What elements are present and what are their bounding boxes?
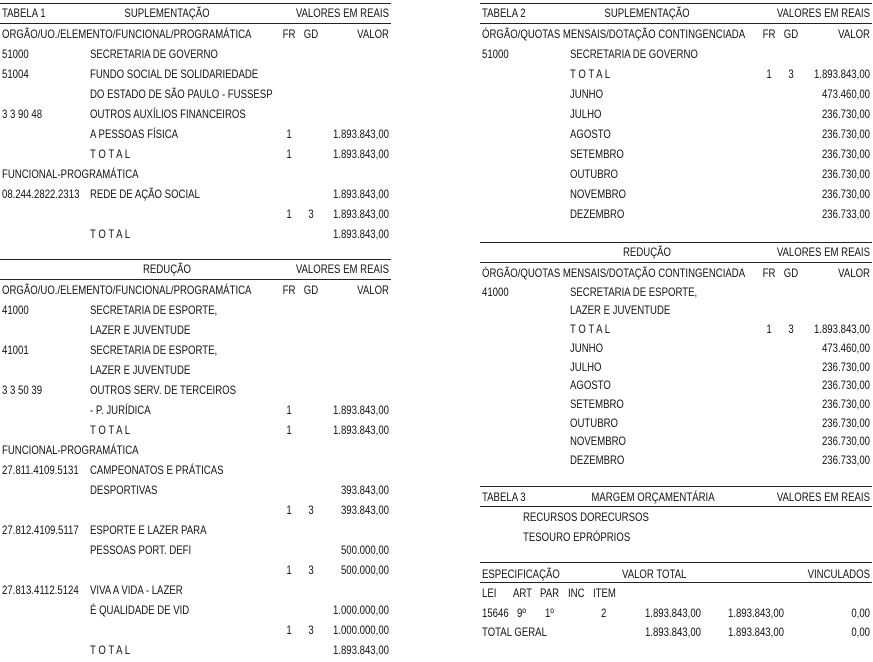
t1-row-valor [293, 84, 389, 104]
t2r-col-fr: FR [762, 266, 776, 280]
t3-row-lei: 15646 [482, 606, 509, 620]
t1-kind: SUPLEMENTAÇÃO [124, 6, 210, 20]
t1r-row-valor: 1.893.843,00 [332, 403, 389, 417]
t2-row-valor: 473.460,00 [821, 87, 870, 101]
t3-row-col2: 1.893.843,00 [727, 606, 784, 620]
t1-row-desc: A PESSOAS FÍSICA [90, 127, 179, 141]
t2-row-valor: 236.730,00 [821, 107, 870, 121]
t3-row-item: 2 [601, 606, 607, 620]
t2-row-valor [774, 44, 870, 64]
t1r-row-gd: 3 [308, 623, 314, 637]
t1-row-valor [293, 104, 389, 124]
t1r-row-desc: DESPORTIVAS [90, 483, 158, 497]
t1r-row-valor: 500.000,00 [340, 543, 389, 557]
t3-geral-vinc: 0,00 [851, 625, 870, 639]
t2r-row-valor: 236.730,00 [821, 434, 870, 449]
t2-row-valor: 236.730,00 [821, 187, 870, 201]
t3-esp: ESPECIFICAÇÃO [482, 567, 560, 581]
t2r-row-desc: DEZEMBRO [570, 453, 625, 467]
t3-geral-total: 1.893.843,00 [644, 625, 701, 639]
t2-row-desc: T O T A L [570, 67, 611, 81]
t1r-row-valor [293, 460, 389, 480]
t3-values-label: VALORES EM REAIS [776, 490, 870, 504]
t2r-row-valor [774, 300, 870, 320]
t1-row-valor: 1.893.843,00 [332, 147, 389, 161]
t2r-row-valor: 236.730,00 [821, 415, 870, 430]
t2r-row-desc: SECRETARIA DE ESPORTE, [570, 284, 698, 299]
t1r-row-valor [293, 300, 389, 320]
t1r-row-code: 27.812.4109.5117 [2, 523, 79, 537]
t2r-col-gd: GD [783, 266, 799, 280]
t1-col-gd: GD [303, 27, 319, 41]
t1r-row-code: 27.811.4109.5131 [2, 463, 79, 477]
t3-tesouro: TESOURO EPRÓPRIOS [523, 530, 631, 544]
t3-row-par: 1º [545, 606, 554, 620]
t1r-row-desc: CAMPEONATOS E PRÁTICAS [90, 463, 224, 477]
t1-col-fr: FR [282, 27, 296, 41]
t1r-row-valor [293, 520, 389, 540]
t3-row-total: 1.893.843,00 [644, 606, 701, 620]
t3-col-inc: INC [568, 586, 585, 600]
t2-row-desc: JUNHO [570, 87, 604, 101]
t1r-row-valor: 393.843,00 [340, 483, 389, 497]
t1-row-desc: FUNDO SOCIAL DE SOLIDARIEDADE [90, 67, 259, 81]
t2r-row-desc: LAZER E JUVENTUDE [570, 303, 671, 318]
t1-row-desc: T O T A L [90, 147, 131, 161]
t1-row-valor [293, 64, 389, 84]
t3-valor-total: VALOR TOTAL [622, 567, 687, 581]
t2-values-label: VALORES EM REAIS [776, 6, 870, 20]
t1-row-desc: DO ESTADO DE SÃO PAULO - FUSSESP [90, 87, 273, 101]
t2r-row-valor: 236.730,00 [821, 378, 870, 393]
t1r-row-gd: 3 [308, 503, 314, 517]
t1r-row-valor: 1.893.843,00 [332, 423, 389, 437]
t2-row-valor: 1.893.843,00 [813, 67, 870, 81]
t2-row-desc: NOVEMBRO [570, 187, 627, 201]
t2r-row-desc: SETEMBRO [570, 396, 624, 411]
t2r-row-desc: JUNHO [570, 340, 604, 355]
t2r-row-desc: NOVEMBRO [570, 434, 627, 449]
t2r-row-valor: 236.730,00 [821, 359, 870, 374]
t2-row-desc: AGOSTO [570, 127, 611, 141]
t1r-row-valor [293, 440, 389, 460]
t1r-row-desc: SECRETARIA DE ESPORTE, [90, 343, 218, 357]
t1-row-valor: 1.893.843,00 [332, 207, 389, 221]
t1r-row-valor: 1.000.000,00 [332, 623, 389, 637]
t1-row-desc [90, 204, 298, 224]
t1r-row-fr: 1 [286, 403, 292, 417]
t2r-row-valor: 236.730,00 [821, 396, 870, 411]
t1r-row-valor [293, 340, 389, 360]
t2-row-gd: 3 [788, 67, 794, 81]
t3-spec-rule [480, 562, 872, 563]
t2r-row-valor: 236.733,00 [821, 453, 870, 467]
t2r-row-desc: T O T A L [570, 322, 611, 337]
t1r-row-valor: 500.000,00 [340, 563, 389, 577]
t1r-row-fr: 1 [286, 423, 292, 437]
t2-col-gd: GD [783, 27, 799, 41]
t1-row-code: 51000 [2, 47, 29, 61]
t3-title: TABELA 3 [482, 490, 526, 504]
t2r-values-label: VALORES EM REAIS [776, 245, 870, 259]
t1r-row-desc [90, 560, 298, 580]
t1r-row-desc [90, 620, 298, 640]
t1-row-desc: SECRETARIA DE GOVERNO [90, 47, 218, 61]
t2-row-valor: 236.730,00 [821, 127, 870, 141]
t2-col-org: ÓRGÃO/QUOTAS MENSAIS/DOTAÇÃO CONTINGENCIADA [482, 27, 746, 41]
t2-row-desc: JULHO [570, 107, 602, 121]
t1-row-fr: 1 [286, 147, 292, 161]
t3-col-item: ITEM [593, 586, 616, 600]
t1r-row-desc: OUTROS SERV. DE TERCEIROS [90, 383, 236, 397]
t3-row-art: 9º [517, 606, 526, 620]
t2-kind: SUPLEMENTAÇÃO [604, 6, 690, 20]
t2-row-code: 51000 [482, 47, 509, 61]
t1r-row-desc: T O T A L [90, 423, 131, 437]
t1r-row-valor [293, 380, 389, 400]
t1r-row-fr: 1 [286, 563, 292, 577]
t1-row-code: 51004 [2, 67, 29, 81]
t1-values-label: VALORES EM REAIS [295, 6, 389, 20]
t1r-col-valor: VALOR [357, 283, 389, 297]
t1r-row-desc: T O T A L [90, 643, 131, 657]
t2r-col-valor: VALOR [838, 266, 870, 280]
t3-row-inc [568, 603, 592, 623]
t1r-col-fr: FR [282, 283, 296, 297]
t1r-row-code: 3 3 50 39 [2, 383, 43, 397]
t1-row-valor [293, 44, 389, 64]
t3-row-vinc: 0,00 [851, 606, 870, 620]
t1r-row-valor: 1.000.000,00 [332, 603, 389, 617]
t1-col-org: ORGÃO/UO./ELEMENTO/FUNCIONAL/PROGRAMÁTICA [2, 27, 252, 41]
t1-row-gd: 3 [308, 207, 314, 221]
t2r-row-valor [774, 282, 870, 302]
t1-row-valor: 1.893.843,00 [332, 227, 389, 241]
t1r-row-desc [90, 440, 298, 460]
t1r-row-fr: 1 [286, 503, 292, 517]
t1-row-desc [90, 164, 298, 184]
t1r-row-desc: LAZER E JUVENTUDE [90, 363, 191, 377]
t1r-row-valor: 393.843,00 [340, 503, 389, 517]
t2-row-fr: 1 [766, 67, 772, 81]
t2r-row-code: 41000 [482, 284, 509, 299]
t1-row-fr: 1 [286, 127, 292, 141]
t1r-row-desc: É QUALIDADE DE VID [90, 603, 190, 617]
t1r-col-gd: GD [303, 283, 319, 297]
t2r-row-valor: 473.460,00 [821, 340, 870, 355]
t2r-row-desc: AGOSTO [570, 378, 611, 393]
t1r-row-desc: - P. JURÍDICA [90, 403, 151, 417]
t1-title: TABELA 1 [2, 6, 46, 20]
t2-row-valor: 236.730,00 [821, 147, 870, 161]
t1-row-desc: OUTROS AUXÍLIOS FINANCEIROS [90, 107, 246, 121]
t3-geral-col2: 1.893.843,00 [727, 625, 784, 639]
t2r-row-desc: OUTUBRO [570, 415, 618, 430]
t1r-row-desc: SECRETARIA DE ESPORTE, [90, 303, 218, 317]
t1-row-desc: T O T A L [90, 227, 131, 241]
t2-row-valor: 236.730,00 [821, 167, 870, 181]
t1-row-fr: 1 [286, 207, 292, 221]
t1r-kind: REDUÇÃO [142, 262, 191, 276]
t1r-row-valor [293, 580, 389, 600]
t2r-col-org: ÓRGÃO/QUOTAS MENSAIS/DOTAÇÃO CONTINGENCIADA [482, 266, 746, 280]
t1-row-code: FUNCIONAL-PROGRAMÁTICA [2, 167, 139, 181]
t1r-row-valor [293, 360, 389, 380]
t2r-kind: REDUÇÃO [622, 245, 671, 259]
t1r-row-desc [90, 500, 298, 520]
t1r-row-fr: 1 [286, 623, 292, 637]
t1r-row-gd: 3 [308, 563, 314, 577]
t3-kind: MARGEM ORÇAMENTÁRIA [591, 490, 715, 504]
t2r-row-fr: 1 [766, 322, 772, 337]
t2r-row-desc: JULHO [570, 359, 602, 374]
t2r-row-valor: 1.893.843,00 [813, 322, 870, 337]
t2r-row-gd: 3 [788, 322, 794, 337]
t1-row-valor: 1.893.843,00 [332, 187, 389, 201]
t1r-row-desc: LAZER E JUVENTUDE [90, 323, 191, 337]
t2-row-desc: SETEMBRO [570, 147, 624, 161]
t2-title: TABELA 2 [482, 6, 526, 20]
t1r-row-code: 27.813.4112.5124 [2, 583, 79, 597]
t1r-row-desc: ESPORTE E LAZER PARA [90, 523, 207, 537]
t1r-row-desc: VIVA A VIDA - LAZER [90, 583, 183, 597]
t1r-row-code: FUNCIONAL-PROGRAMÁTICA [2, 443, 139, 457]
t1r-row-valor: 1.893.843,00 [332, 643, 389, 657]
t1-col-valor: VALOR [357, 27, 389, 41]
t1-row-valor: 1.893.843,00 [332, 127, 389, 141]
t2-row-desc: OUTUBRO [570, 167, 618, 181]
t1-row-desc: REDE DE AÇÃO SOCIAL [90, 187, 200, 201]
t1-row-code: 3 3 90 48 [2, 107, 43, 121]
t1r-row-code: 41001 [2, 343, 29, 357]
t1r-row-desc: PESSOAS PORT. DEFI [90, 543, 192, 557]
t1r-values-label: VALORES EM REAIS [295, 262, 389, 276]
t2-col-fr: FR [762, 27, 776, 41]
t3-col-lei: LEI [482, 586, 497, 600]
t2-row-desc: DEZEMBRO [570, 207, 625, 221]
t3-recursos: RECURSOS DORECURSOS [523, 510, 649, 524]
t1-row-valor [293, 164, 389, 184]
t2-row-valor: 236.733,00 [821, 207, 870, 221]
t1r-col-org: ORGÃO/UO./ELEMENTO/FUNCIONAL/PROGRAMÁTICA [2, 283, 252, 297]
t3-col-art: ART [513, 586, 533, 600]
t3-col-par: PAR [540, 586, 560, 600]
t2-col-valor: VALOR [838, 27, 870, 41]
t3-geral-label: TOTAL GERAL [482, 625, 547, 639]
t1-row-code: 08.244.2822.2313 [2, 187, 80, 201]
t1r-row-code: 41000 [2, 303, 29, 317]
t2-row-desc: SECRETARIA DE GOVERNO [570, 47, 698, 61]
t1r-row-valor [293, 320, 389, 340]
t3-vinculados: VINCULADOS [807, 567, 870, 581]
